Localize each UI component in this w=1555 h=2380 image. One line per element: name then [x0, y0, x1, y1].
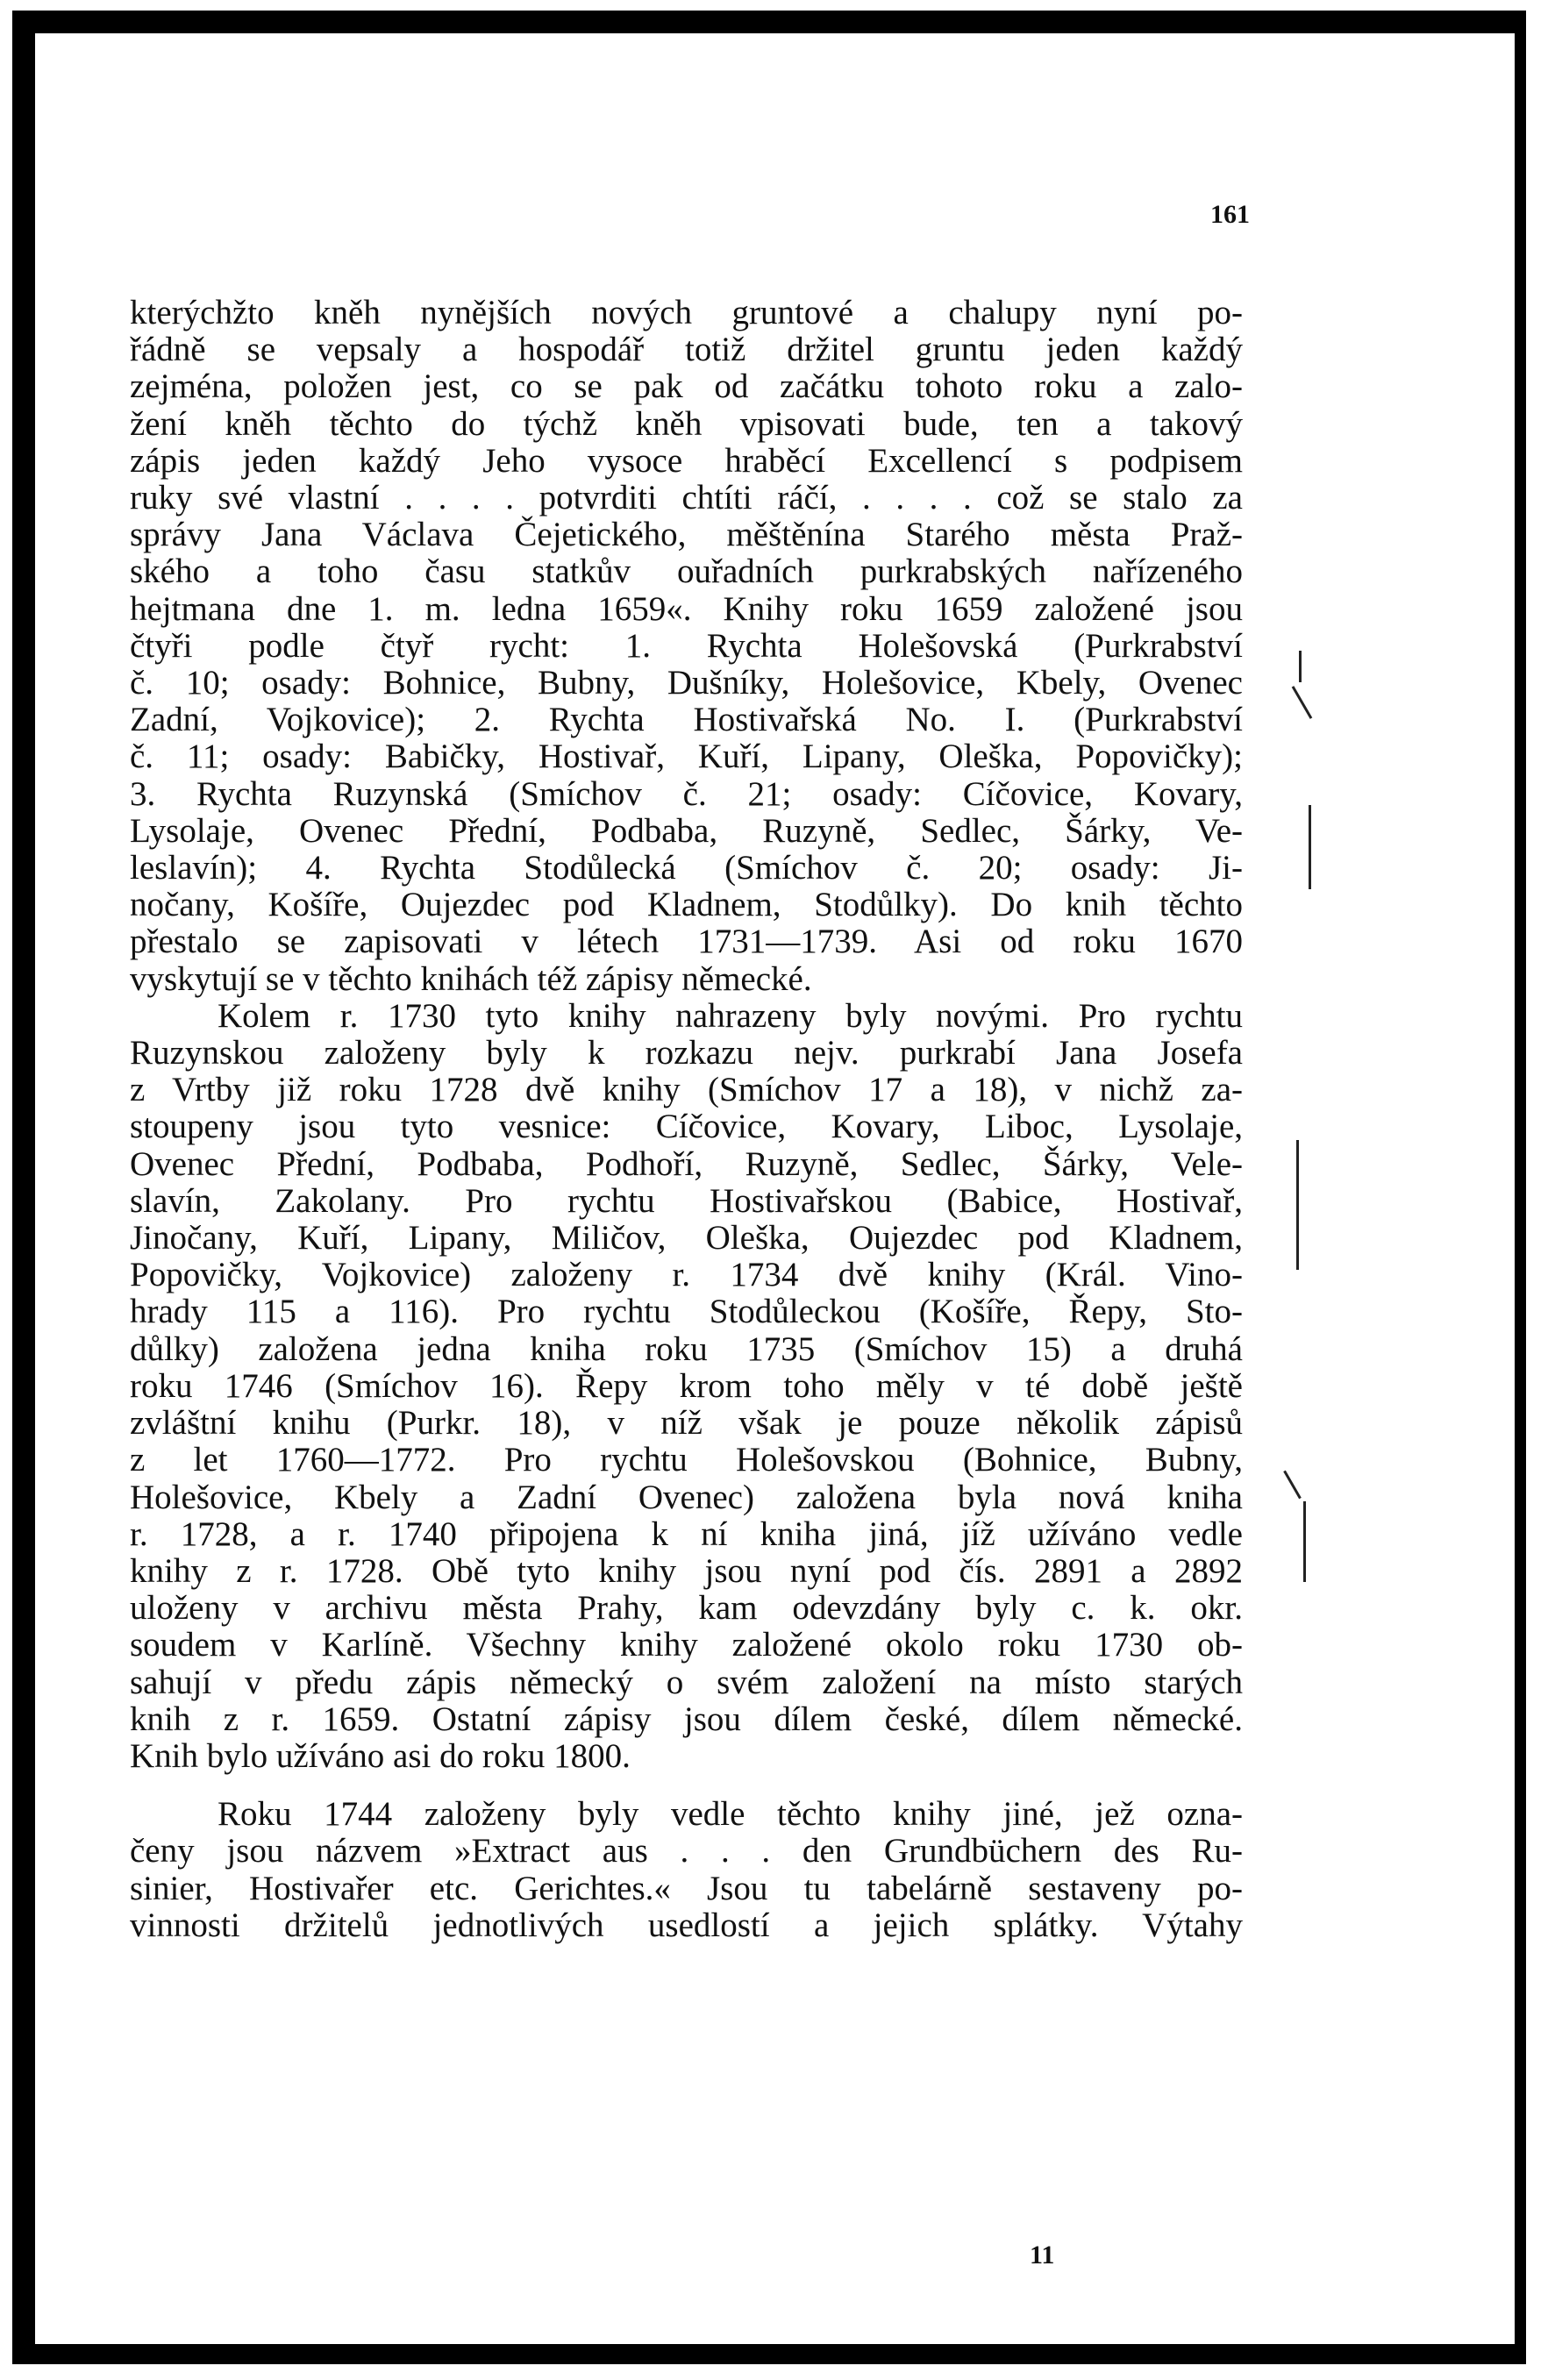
text-line: ského a toho času statkův ouřadních purkrabských nařízeného	[130, 552, 1243, 591]
text-line: leslavín); 4. Rychta Stodůlecká (Smíchov č. 20; osady: Ji-	[130, 849, 1243, 887]
text-line: Holešovice, Kbely a Zadní Ovenec) založena byla nová kniha	[130, 1478, 1243, 1516]
text-line: slavín, Zakolany. Pro rychtu Hostivařskou (Babice, Hostivař,	[130, 1181, 1243, 1220]
text-line: Roku 1744 založeny byly vedle těchto knihy jiné, jež ozna-	[218, 1795, 1243, 1834]
text-line: čtyři podle čtyř rycht: 1. Rychta Holešovská (Purkrabství	[130, 626, 1243, 665]
paragraph-gap	[130, 1775, 1243, 1796]
text-line: Kolem r. 1730 tyto knihy nahrazeny byly novými. Pro rychtu	[218, 996, 1243, 1035]
text-line: sinier, Hostivařer etc. Gerichtes.« Jsou tu tabelárně sestaveny po-	[130, 1869, 1243, 1907]
text-line: nočany, Košíře, Oujezdec pod Kladnem, Stodůlky). Do knih těchto	[130, 886, 1243, 924]
text-line: ruky své vlastní . . . . potvrditi chtíti ráčí, . . . . což se stalo za	[130, 479, 1243, 517]
text-line: r. 1728, a r. 1740 připojena k ní kniha jiná, jíž užíváno vedle	[130, 1514, 1243, 1553]
margin-mark	[1309, 805, 1311, 889]
text-line: Ovenec Přední, Podbaba, Podhoří, Ruzyně, Sedlec, Šárky, Vele-	[130, 1144, 1243, 1183]
text-line: Zadní, Vojkovice); 2. Rychta Hostivařská No. I. (Purkrabství	[130, 701, 1243, 739]
text-line: z Vrtby již roku 1728 dvě knihy (Smíchov 17 a 18), v nichž za-	[130, 1071, 1243, 1109]
text-line: z let 1760—1772. Pro rychtu Holešovskou (Bohnice, Bubny,	[130, 1441, 1243, 1479]
text-line: důlky) založena jedna kniha roku 1735 (Smíchov 15) a druhá	[130, 1329, 1243, 1368]
margin-mark	[1296, 1140, 1299, 1270]
text-line: kterýchžto kněh nynějších nových gruntové a chalupy nyní po-	[130, 294, 1243, 331]
text-line: správy Jana Václava Čejetického, měštěnína Starého města Praž-	[130, 516, 1243, 554]
text-line: hrady 115 a 116). Pro rychtu Stodůleckou (Košíře, Řepy, Sto-	[130, 1293, 1243, 1331]
text-line: Popovičky, Vojkovice) založeny r. 1734 dvě knihy (Král. Vino-	[130, 1256, 1243, 1294]
text-line: č. 11; osady: Babičky, Hostivař, Kuří, Lipany, Oleška, Popovičky);	[130, 738, 1243, 776]
text-line: knihy z r. 1728. Obě tyto knihy jsou nyní pod čís. 2891 a 2892	[130, 1551, 1243, 1590]
page-number: 161	[1210, 200, 1250, 229]
text-line: vyskytují se v těchto knihách též zápisy německé.	[130, 959, 812, 998]
body-text	[130, 295, 1243, 1944]
text-line: uloženy v archivu města Prahy, kam odevzdány byly c. k. okr.	[130, 1589, 1243, 1628]
text-line: hejtmana dne 1. m. ledna 1659«. Knihy roku 1659 založené jsou	[130, 589, 1243, 628]
text-line: zápis jeden každý Jeho vysoce hraběcí Excellencí s podpisem	[130, 441, 1243, 480]
margin-mark	[1299, 651, 1302, 682]
text-line: sahují v předu zápis německý o svém založení na místo starých	[130, 1663, 1243, 1701]
text-line: roku 1746 (Smíchov 16). Řepy krom toho měly v té době ještě	[130, 1366, 1243, 1405]
text-line: žení kněh těchto do týchž kněh vpisovati bude, ten a takový	[130, 404, 1243, 443]
text-line: vinnosti držitelů jednotlivých usedlostí a jejich splátky. Výtahy	[130, 1906, 1243, 1944]
text-line: Lysolaje, Ovenec Přední, Podbaba, Ruzyně, Sedlec, Šárky, Ve-	[130, 811, 1243, 850]
text-line: zvláštní knihu (Purkr. 18), v níž však je pouze několik zápisů	[130, 1404, 1243, 1443]
text-line: soudem v Karlíně. Všechny knihy založené okolo roku 1730 ob-	[130, 1626, 1243, 1664]
text-line: 3. Rychta Ruzynská (Smíchov č. 21; osady: Cíčovice, Kovary,	[130, 774, 1243, 813]
text-line: zejména, položen jest, co se pak od začátku tohoto roku a zalo-	[130, 367, 1243, 406]
text-line: čeny jsou názvem »Extract aus . . . den Grundbüchern des Ru-	[130, 1832, 1243, 1871]
margin-mark	[1303, 1501, 1306, 1582]
text-line: Ruzynskou založeny byly k rozkazu nejv. purkrabí Jana Josefa	[130, 1034, 1243, 1072]
text-line: Jinočany, Kuří, Lipany, Miličov, Oleška, Oujezdec pod Kladnem,	[130, 1219, 1243, 1258]
text-line: přestalo se zapisovati v létech 1731—1739. Asi od roku 1670	[130, 923, 1243, 961]
text-line: knih z r. 1659. Ostatní zápisy jsou dílem české, dílem německé.	[130, 1699, 1243, 1738]
signature-mark: 11	[1030, 2241, 1055, 2270]
text-line: stoupeny jsou tyto vesnice: Cíčovice, Kovary, Liboc, Lysolaje,	[130, 1108, 1243, 1146]
text-line: Knih bylo užíváno asi do roku 1800.	[130, 1736, 631, 1775]
text-line: řádně se vepsaly a hospodář totiž držitel gruntu jeden každý	[130, 331, 1243, 369]
text-line: č. 10; osady: Bohnice, Bubny, Dušníky, Holešovice, Kbely, Ovenec	[130, 664, 1243, 702]
